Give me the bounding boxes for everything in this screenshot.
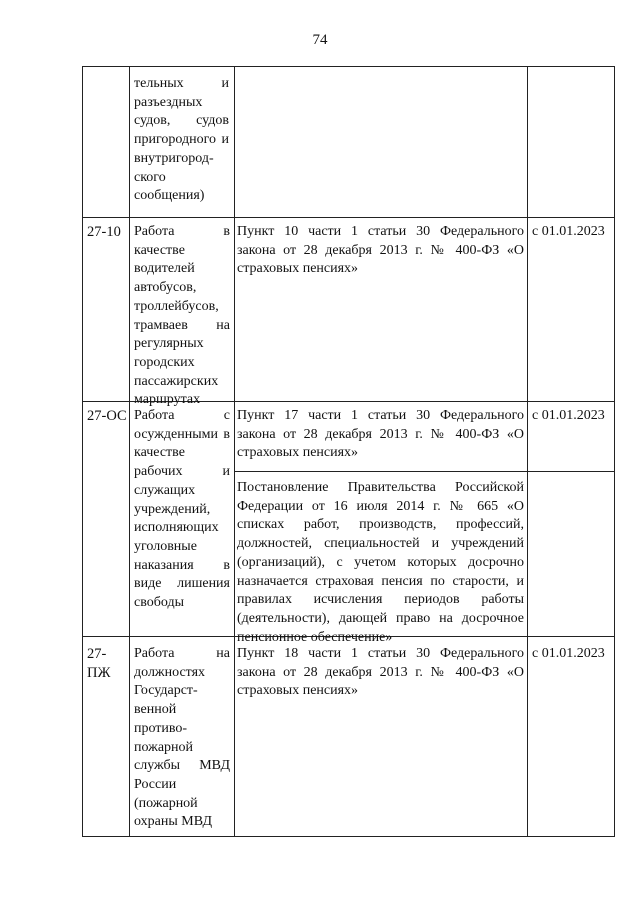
table-row-code: 27-10 (87, 224, 121, 240)
table-row-code: 27-ОС (87, 408, 127, 424)
table-row-legal-basis: Пункт 10 части 1 статьи 30 Федерального закона от 28 декабря 2013 г. № 400-ФЗ «О страховых пенсиях» (237, 224, 524, 277)
table-row-title: Работа в качестве водителей автобусов, троллейбусов, трамваев на регулярных городских пассажирских маршрутах (134, 224, 230, 408)
table-row-title: Работа на должностях Государст-венной противо-пожарной службы МВД России (пожарной охраны МВД (134, 646, 230, 830)
column-divider (129, 67, 130, 836)
table-row-date: с 01.01.2023 (532, 408, 605, 423)
table-row-date: с 01.01.2023 (532, 646, 605, 661)
page-number: 74 (312, 32, 328, 48)
table-row-title: тельных и разъездных судов, судов пригородного и внутригород-ского сообщения) (134, 76, 229, 204)
column-divider (527, 67, 528, 836)
table-row-code: 27-ПЖ (87, 646, 111, 681)
table-row-legal-basis: Постановление Правительства Российской Федерации от 16 июля 2014 г. № 665 «О списках работ, производств, профессий, должностей, специальностей и учреждений (организаций), с учетом которых досрочно назначается страховая пенсия по старости, и правилах исчисления периодов работы (деятельности), дающей право на досрочное пенсионное обеспечение» (237, 480, 524, 645)
table-row-title: Работа с осужденными в качестве рабочих и служащих учреждений, исполняющих уголовные наказания в виде лишения свободы (134, 408, 230, 611)
column-divider (234, 67, 235, 836)
benefits-table (82, 66, 615, 837)
table-row-date: с 01.01.2023 (532, 224, 605, 239)
table-row-legal-basis: Пункт 18 части 1 статьи 30 Федерального закона от 28 декабря 2013 г. № 400-ФЗ «О страховых пенсиях» (237, 646, 524, 699)
row-divider (83, 217, 614, 218)
row-divider (234, 471, 614, 472)
table-row-legal-basis: Пункт 17 части 1 статьи 30 Федерального закона от 28 декабря 2013 г. № 400-ФЗ «О страховых пенсиях» (237, 408, 524, 461)
